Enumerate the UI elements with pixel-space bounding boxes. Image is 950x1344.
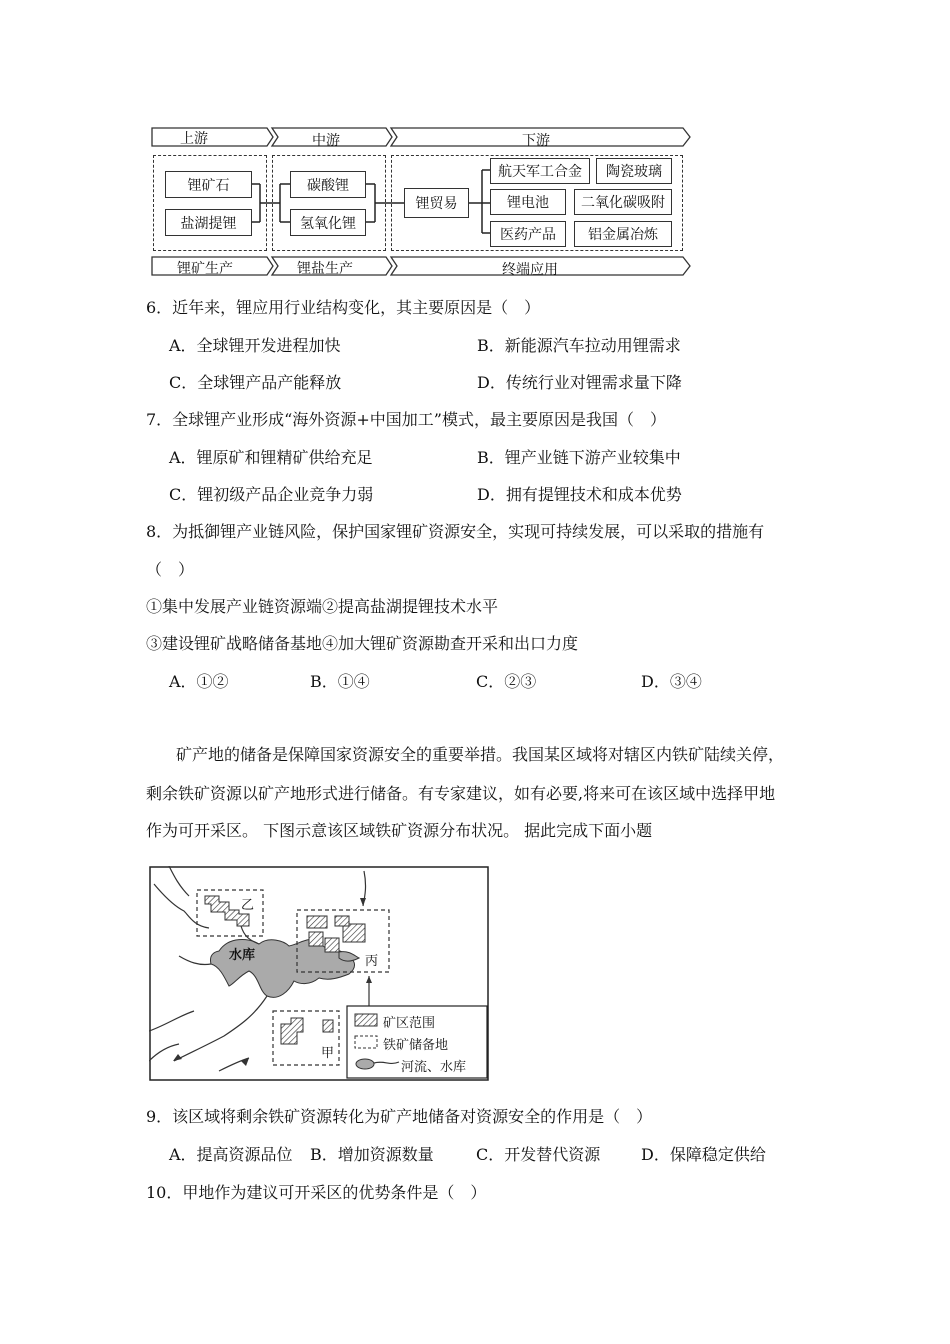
q6-option-b[interactable]: B．新能源汽车拉动用锂需求 <box>477 336 681 355</box>
label-reservoir: 水库 <box>229 948 256 963</box>
stage-salt: 锂盐生产 <box>297 261 353 277</box>
label-jia: 甲 <box>321 1046 335 1061</box>
stage-mining: 锂矿生产 <box>177 261 233 277</box>
q10-stem: 10．甲地作为建议可开采区的优势条件是（ ） <box>146 1183 487 1202</box>
q8-items-1-2: ①集中发展产业链资源端②提高盐湖提锂技术水平 <box>146 597 499 616</box>
passage-line-3: 作为可开采区。 下图示意该区域铁矿资源分布状况。 据此完成下面小题 <box>146 821 653 840</box>
box-lithium-ore: 锂矿石 <box>165 171 252 198</box>
upstream-group <box>153 155 267 251</box>
legend-reserve-label: 铁矿储备地 <box>383 1038 449 1053</box>
box-aluminum-smelting: 铝金属冶炼 <box>574 221 672 247</box>
passage-line-2: 剩余铁矿资源以矿产地形式进行储备。有专家建议，如有必要,将来可在该区域中选择甲地 <box>146 784 776 803</box>
q9-option-c[interactable]: C．开发替代资源 <box>476 1145 601 1164</box>
box-aerospace-alloy: 航天军工合金 <box>490 158 590 184</box>
legend-mine-label: 矿区范围 <box>383 1016 436 1031</box>
legend-river-swatch <box>356 1059 374 1069</box>
box-salt-lake: 盐湖提锂 <box>165 209 252 236</box>
q8-items-3-4: ③建设锂矿战略储备基地④加大锂矿资源勘查开采和出口力度 <box>146 634 579 653</box>
box-lithium-carbonate: 碳酸锂 <box>290 171 366 198</box>
stage-terminal: 终端应用 <box>502 262 558 278</box>
q8-option-a[interactable]: A．①② <box>169 672 229 691</box>
q7-option-a[interactable]: A．锂原矿和锂精矿供给充足 <box>169 448 373 467</box>
midstream-group <box>272 155 386 251</box>
q8-stem: 8．为抵御锂产业链风险，保护国家锂矿资源安全，实现可持续发展，可以采取的措施有 <box>146 522 765 541</box>
q7-option-c[interactable]: C．锂初级产品企业竞争力弱 <box>169 485 374 504</box>
label-bing: 丙 <box>365 954 379 969</box>
q8-option-b[interactable]: B．①④ <box>310 672 370 691</box>
q8-stem-paren: （ ） <box>146 560 195 579</box>
q6-option-d[interactable]: D．传统行业对锂需求量下降 <box>477 373 682 392</box>
iron-ore-map <box>149 866 489 1082</box>
legend-river-label: 河流、水库 <box>401 1060 467 1075</box>
q9-option-a[interactable]: A．提高资源品位 <box>169 1145 293 1164</box>
stage-downstream: 下游 <box>522 133 550 149</box>
box-lithium-hydroxide: 氢氧化锂 <box>290 209 366 236</box>
q9-option-d[interactable]: D．保障稳定供给 <box>641 1145 766 1164</box>
box-lithium-trade: 锂贸易 <box>404 188 469 218</box>
legend-mine-swatch <box>355 1014 377 1026</box>
lithium-chain-diagram <box>150 126 695 278</box>
box-ceramic-glass: 陶瓷玻璃 <box>596 158 672 184</box>
q7-stem: 7．全球锂产业形成“海外资源+中国加工”模式，最主要原因是我国（ ） <box>146 410 666 429</box>
q9-option-b[interactable]: B．增加资源数量 <box>310 1145 434 1164</box>
box-medicine: 医药产品 <box>490 221 566 247</box>
stage-upstream: 上游 <box>180 131 208 147</box>
q7-option-b[interactable]: B．锂产业链下游产业较集中 <box>477 448 681 467</box>
stage-midstream: 中游 <box>312 133 340 149</box>
q6-stem: 6．近年来，锂应用行业结构变化，其主要原因是（ ） <box>146 298 541 317</box>
banner-upstream <box>152 128 273 146</box>
q6-option-a[interactable]: A．全球锂开发进程加快 <box>169 336 341 355</box>
q7-option-d[interactable]: D．拥有提锂技术和成本优势 <box>477 485 682 504</box>
q8-option-d[interactable]: D．③④ <box>641 672 702 691</box>
box-lithium-battery: 锂电池 <box>490 189 566 215</box>
q9-stem: 9．该区域将剩余铁矿资源转化为矿产地储备对资源安全的作用是（ ） <box>146 1107 653 1126</box>
passage-line-1: 矿产地的储备是保障国家资源安全的重要举措。我国某区域将对辖区内铁矿陆续关停， <box>176 745 785 764</box>
box-co2-adsorption: 二氧化碳吸附 <box>574 189 672 215</box>
label-yi: 乙 <box>241 898 255 913</box>
q6-option-c[interactable]: C．全球锂产品产能释放 <box>169 373 342 392</box>
q8-option-c[interactable]: C．②③ <box>476 672 537 691</box>
